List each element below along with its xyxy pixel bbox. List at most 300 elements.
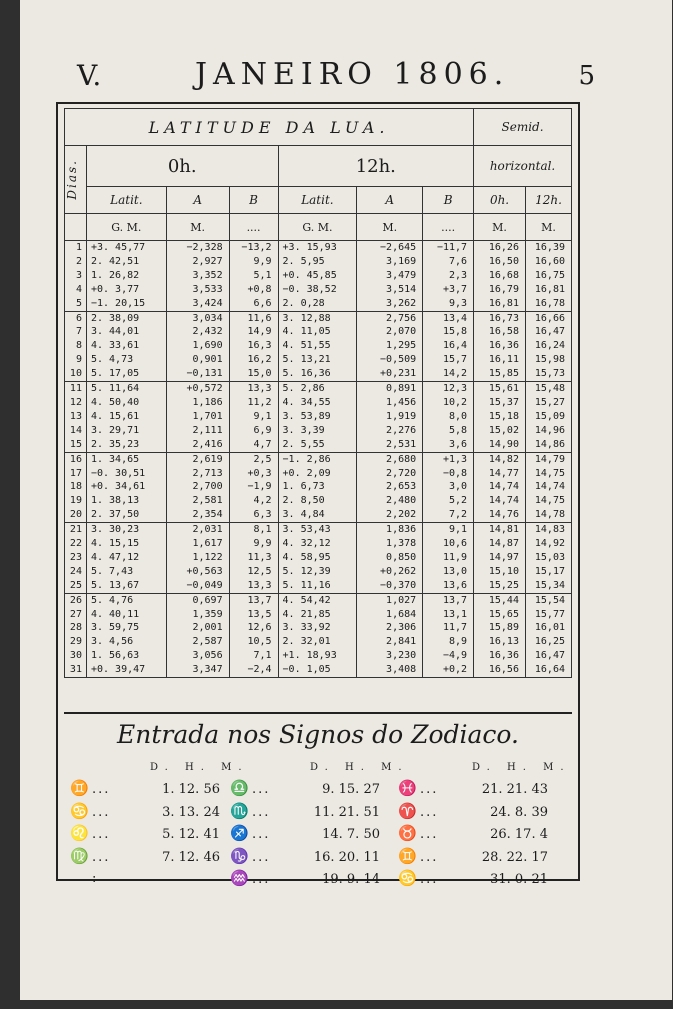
zodiac-sign-icon: ♒ bbox=[230, 869, 249, 887]
cell-days bbox=[65, 523, 87, 594]
value-s0: 14,87 bbox=[488, 538, 519, 550]
value-b0: 12,5 bbox=[247, 565, 272, 577]
value-a0: 3,533 bbox=[192, 283, 223, 295]
value-b12: 13,6 bbox=[442, 579, 468, 591]
value-b12: 13,0 bbox=[442, 565, 468, 577]
value-days: 7 bbox=[75, 326, 82, 338]
value-b12: 13,1 bbox=[442, 608, 468, 620]
value-lat12: 3. 12,88 bbox=[282, 312, 331, 324]
value-a0: 1,690 bbox=[192, 340, 223, 352]
value-a12: 3,408 bbox=[386, 664, 417, 676]
zodiac-column-3 bbox=[398, 778, 548, 891]
value-b0: 14,9 bbox=[247, 326, 272, 338]
value-b0: 4,7 bbox=[253, 438, 272, 450]
value-days: 20 bbox=[69, 509, 82, 521]
value-b12: 7,6 bbox=[449, 255, 468, 267]
entry-date: 5. 12. 41 bbox=[162, 827, 220, 842]
value-b12: 10,2 bbox=[442, 396, 468, 408]
cell-b12 bbox=[423, 452, 474, 523]
value-a0: 2,354 bbox=[192, 509, 223, 521]
zodiac-entry bbox=[70, 868, 220, 890]
value-b12: 3,0 bbox=[449, 481, 468, 493]
zodiac-sign-icon: ♍ bbox=[70, 846, 89, 865]
value-s0: 15,44 bbox=[488, 594, 519, 606]
leader-dots: ... bbox=[92, 827, 111, 842]
value-b0: 6,9 bbox=[253, 424, 272, 436]
value-days: 8 bbox=[75, 340, 82, 352]
cell-s12 bbox=[525, 311, 571, 382]
cell-s0 bbox=[474, 382, 526, 453]
value-s12: 15,73 bbox=[534, 368, 565, 380]
value-days: 3 bbox=[75, 269, 82, 281]
entry-date: 21. 21. 43 bbox=[481, 782, 548, 797]
cell-lat0 bbox=[86, 523, 166, 594]
value-days: 13 bbox=[69, 410, 82, 422]
cell-lat12 bbox=[278, 452, 357, 523]
value-days: 31 bbox=[69, 664, 82, 676]
value-a0: 3,352 bbox=[192, 269, 223, 281]
value-lat0: 1. 34,65 bbox=[90, 453, 140, 465]
zodiac-sign-icon: ♎ bbox=[230, 779, 249, 797]
day-group-row bbox=[65, 523, 572, 594]
value-a12: 3,230 bbox=[386, 650, 417, 662]
value-a0: 2,001 bbox=[192, 622, 223, 634]
value-a0: 2,031 bbox=[192, 524, 223, 536]
value-b12: −11,7 bbox=[436, 242, 468, 253]
value-a12: 0,891 bbox=[386, 383, 417, 395]
value-b12: +3,7 bbox=[442, 283, 468, 295]
value-b0: 12,6 bbox=[247, 622, 272, 634]
zodiac-column-2 bbox=[230, 778, 380, 891]
zodiac-entry bbox=[230, 823, 380, 846]
value-s12: 16,81 bbox=[534, 283, 565, 295]
value-a0: −2,328 bbox=[186, 242, 223, 253]
value-a0: 3,424 bbox=[192, 297, 223, 309]
page-header bbox=[55, 55, 595, 95]
value-s12: 15,03 bbox=[534, 551, 565, 563]
value-a12: 3,262 bbox=[386, 297, 417, 309]
zodiac-entry bbox=[230, 778, 380, 801]
value-s12: 15,17 bbox=[534, 565, 565, 577]
value-b12: 15,7 bbox=[442, 354, 468, 366]
entry-date: 24. 8. 39 bbox=[490, 804, 548, 820]
value-s12: 15,34 bbox=[534, 579, 565, 591]
value-a0: 1,617 bbox=[192, 538, 223, 550]
cell-days bbox=[65, 241, 87, 312]
value-b12: +0,2 bbox=[442, 664, 468, 676]
value-lat12: 3. 4,84 bbox=[282, 509, 325, 521]
cell-s0 bbox=[474, 311, 526, 382]
value-b12: 9,3 bbox=[449, 297, 468, 309]
value-lat0: 4. 47,12 bbox=[90, 551, 140, 563]
value-lat12: 4. 58,95 bbox=[282, 551, 331, 563]
value-a0: 2,581 bbox=[192, 495, 223, 507]
value-lat0: 4. 40,11 bbox=[90, 608, 140, 620]
value-days: 15 bbox=[69, 438, 82, 450]
value-s0: 16,56 bbox=[488, 664, 519, 676]
value-b0: 6,3 bbox=[253, 509, 272, 521]
leader-dots: ... bbox=[92, 804, 111, 820]
value-lat0: 5. 11,64 bbox=[90, 383, 140, 395]
value-lat0: +0. 39,47 bbox=[90, 664, 146, 676]
value-days: 22 bbox=[69, 538, 82, 550]
cell-a0 bbox=[166, 382, 229, 453]
value-b12: 9,1 bbox=[449, 524, 468, 536]
value-s12: 14,79 bbox=[534, 453, 565, 465]
dias-label: Dias. bbox=[65, 159, 79, 200]
value-lat12: 5. 2,86 bbox=[282, 383, 325, 395]
cell-a12 bbox=[357, 382, 423, 453]
day-group-row bbox=[65, 241, 572, 312]
value-b0: −2,4 bbox=[247, 664, 272, 676]
cell-lat12 bbox=[278, 241, 357, 312]
cell-s12 bbox=[525, 241, 571, 312]
day-group-row bbox=[65, 311, 572, 382]
value-a12: 2,653 bbox=[386, 481, 417, 493]
zodiac-sign-icon: ♏ bbox=[230, 801, 249, 820]
cell-s12 bbox=[525, 382, 571, 453]
value-b12: 13,4 bbox=[442, 312, 468, 324]
cell-lat0 bbox=[86, 593, 166, 677]
value-s12: 15,09 bbox=[534, 410, 565, 422]
value-days: 27 bbox=[69, 608, 82, 620]
zodiac-sign-icon: ♋ bbox=[70, 801, 89, 820]
value-days: 18 bbox=[69, 481, 82, 493]
value-s0: 15,18 bbox=[488, 410, 519, 422]
value-b12: −4,9 bbox=[442, 650, 468, 662]
zodiac-section bbox=[64, 712, 572, 887]
zodiac-title: Entrada nos Signos do Zodiaco. bbox=[117, 720, 519, 749]
cell-a12 bbox=[357, 452, 423, 523]
value-lat12: −1. 2,86 bbox=[282, 453, 331, 465]
cell-b12 bbox=[423, 382, 474, 453]
value-a0: +0,572 bbox=[186, 383, 223, 395]
unit-b-12: .... bbox=[423, 214, 474, 241]
value-a12: 2,720 bbox=[386, 467, 417, 479]
value-lat0: 2. 38,09 bbox=[90, 312, 140, 324]
value-a0: 2,713 bbox=[192, 467, 223, 479]
value-s12: 16,24 bbox=[534, 340, 565, 352]
semid-label-bottom: horizontal. bbox=[474, 146, 572, 187]
value-lat0: 4. 15,61 bbox=[90, 410, 140, 422]
value-a0: 2,111 bbox=[192, 424, 223, 436]
page-label: V. bbox=[77, 59, 102, 92]
value-s0: 14,77 bbox=[488, 467, 519, 479]
value-a12: −0,370 bbox=[380, 579, 417, 591]
value-b0: 13,3 bbox=[247, 383, 272, 395]
hour-12-header: 12h. bbox=[278, 146, 474, 187]
value-b0: 11,3 bbox=[247, 551, 272, 563]
zodiac-entry bbox=[230, 846, 380, 869]
value-days: 11 bbox=[69, 383, 82, 395]
value-days: 9 bbox=[75, 354, 82, 366]
value-a12: 1,027 bbox=[386, 594, 417, 606]
table-body bbox=[65, 241, 572, 678]
value-s0: 14,97 bbox=[488, 551, 519, 563]
value-s12: 15,27 bbox=[534, 396, 565, 408]
value-b0: 11,6 bbox=[247, 312, 272, 324]
value-s0: 16,81 bbox=[488, 297, 519, 309]
cell-lat12 bbox=[278, 311, 357, 382]
value-b0: 4,2 bbox=[253, 495, 272, 507]
value-days: 30 bbox=[69, 650, 82, 662]
value-a12: 1,684 bbox=[386, 608, 417, 620]
unit-semid-0: M. bbox=[474, 214, 526, 241]
value-lat12: 1. 6,73 bbox=[282, 481, 325, 493]
leader-dots: ... bbox=[92, 849, 111, 865]
page-number: 5 bbox=[578, 61, 595, 91]
value-s0: 16,13 bbox=[488, 636, 519, 648]
value-a12: 3,514 bbox=[386, 283, 417, 295]
cell-lat12 bbox=[278, 523, 357, 594]
leader-dots: ... bbox=[252, 804, 271, 820]
value-lat0: +3. 45,77 bbox=[90, 242, 146, 253]
moon-latitude-table bbox=[64, 108, 572, 678]
value-a12: 1,378 bbox=[386, 538, 417, 550]
value-lat0: 3. 30,23 bbox=[90, 524, 140, 536]
zodiac-sign-icon: ♊ bbox=[398, 846, 417, 865]
cell-a12 bbox=[357, 241, 423, 312]
value-s12: 14,83 bbox=[534, 524, 565, 536]
value-days: 19 bbox=[69, 495, 82, 507]
value-b12: 8,9 bbox=[449, 636, 468, 648]
value-days: 25 bbox=[69, 579, 82, 591]
value-lat0: 1. 56,63 bbox=[90, 650, 140, 662]
value-s12: 14,96 bbox=[534, 424, 565, 436]
value-days: 28 bbox=[69, 622, 82, 634]
value-s12: 16,64 bbox=[534, 664, 565, 676]
zodiac-sign-icon: ♋ bbox=[398, 869, 417, 887]
value-lat0: 4. 50,40 bbox=[90, 396, 140, 408]
value-days: 17 bbox=[69, 467, 82, 479]
zodiac-entry bbox=[70, 823, 220, 846]
value-s0: 14,81 bbox=[488, 524, 519, 536]
value-days: 24 bbox=[69, 565, 82, 577]
value-b12: 12,3 bbox=[442, 383, 468, 395]
value-b0: +0,3 bbox=[247, 467, 272, 479]
value-a12: −0,509 bbox=[380, 354, 417, 366]
cell-s0 bbox=[474, 452, 526, 523]
value-lat12: 3. 53,43 bbox=[282, 524, 331, 536]
cell-b0 bbox=[229, 523, 278, 594]
col-b-0: B bbox=[229, 187, 278, 214]
value-s12: 16,75 bbox=[534, 269, 565, 281]
value-days: 23 bbox=[69, 551, 82, 563]
value-a0: 0,901 bbox=[192, 354, 223, 366]
value-lat0: 2. 42,51 bbox=[90, 255, 140, 267]
cell-days bbox=[65, 452, 87, 523]
value-lat12: +3. 15,93 bbox=[282, 242, 337, 253]
value-a0: 2,432 bbox=[192, 326, 223, 338]
unit-a-0: M. bbox=[166, 214, 229, 241]
value-a12: 1,919 bbox=[386, 410, 417, 422]
value-a12: 2,070 bbox=[386, 326, 417, 338]
unit-lat-12: G. M. bbox=[278, 214, 357, 241]
value-a0: 2,700 bbox=[192, 481, 223, 493]
value-lat12: +1. 18,93 bbox=[282, 650, 337, 662]
value-lat12: 5. 16,36 bbox=[282, 368, 331, 380]
value-lat0: +0. 3,77 bbox=[90, 283, 140, 295]
cell-days bbox=[65, 593, 87, 677]
zodiac-entry bbox=[398, 868, 548, 891]
value-days: 21 bbox=[69, 524, 82, 536]
value-b12: 11,9 bbox=[442, 551, 468, 563]
value-b12: 5,8 bbox=[449, 424, 468, 436]
value-a12: +0,262 bbox=[380, 565, 417, 577]
value-lat12: 3. 33,92 bbox=[282, 622, 331, 634]
zodiac-col-header-2: D. H. M. bbox=[310, 762, 409, 773]
value-lat12: 5. 11,16 bbox=[282, 579, 331, 591]
zodiac-entry bbox=[230, 801, 380, 824]
value-b0: 16,2 bbox=[247, 354, 272, 366]
unit-b-0: .... bbox=[229, 214, 278, 241]
unit-blank bbox=[65, 214, 87, 241]
value-b0: 9,9 bbox=[253, 255, 272, 267]
leader-dots: ... bbox=[420, 804, 439, 820]
entry-date: 11. 21. 51 bbox=[313, 804, 380, 820]
value-s0: 16,36 bbox=[488, 650, 519, 662]
cell-lat12 bbox=[278, 593, 357, 677]
leader-dots: : bbox=[92, 871, 99, 886]
cell-s12 bbox=[525, 523, 571, 594]
entry-date: 26. 17. 4 bbox=[490, 827, 548, 842]
value-s12: 15,48 bbox=[534, 383, 565, 395]
value-s0: 15,25 bbox=[488, 579, 519, 591]
zodiac-sign-icon: ♊ bbox=[70, 779, 89, 797]
value-b12: 7,2 bbox=[449, 509, 468, 521]
value-b0: 9,1 bbox=[253, 410, 272, 422]
value-a12: 1,836 bbox=[386, 524, 417, 536]
leader-dots: ... bbox=[252, 782, 271, 797]
leader-dots: ... bbox=[252, 827, 271, 842]
value-lat0: +0. 34,61 bbox=[90, 481, 146, 493]
zodiac-entry bbox=[70, 801, 220, 824]
zodiac-entry bbox=[70, 778, 220, 801]
value-lat0: 3. 29,71 bbox=[90, 424, 140, 436]
value-b0: 9,9 bbox=[253, 538, 272, 550]
value-s12: 16,60 bbox=[534, 255, 565, 267]
value-s12: 15,98 bbox=[534, 354, 565, 366]
cell-b12 bbox=[423, 241, 474, 312]
value-lat0: 3. 4,56 bbox=[90, 636, 134, 648]
zodiac-entry bbox=[230, 868, 380, 891]
value-lat12: 3. 3,39 bbox=[282, 424, 325, 436]
entry-date: 19. 9. 14 bbox=[322, 872, 380, 887]
value-s0: 15,10 bbox=[488, 565, 519, 577]
value-s0: 16,36 bbox=[488, 340, 519, 352]
value-s0: 14,74 bbox=[488, 495, 519, 507]
entry-date: 31. 0. 21 bbox=[490, 872, 548, 887]
cell-b12 bbox=[423, 593, 474, 677]
value-a12: 0,850 bbox=[386, 551, 417, 563]
value-b12: 13,7 bbox=[442, 594, 468, 606]
value-s12: 16,39 bbox=[534, 242, 565, 253]
value-b12: 14,2 bbox=[442, 368, 468, 380]
cell-a0 bbox=[166, 311, 229, 382]
value-b12: 16,4 bbox=[442, 340, 468, 352]
cell-a0 bbox=[166, 523, 229, 594]
value-days: 10 bbox=[69, 368, 82, 380]
value-a12: 2,841 bbox=[386, 636, 417, 648]
value-a0: +0,563 bbox=[186, 565, 223, 577]
cell-b0 bbox=[229, 382, 278, 453]
value-a12: 2,306 bbox=[386, 622, 417, 634]
value-b12: 10,6 bbox=[442, 538, 468, 550]
value-lat12: 5. 13,21 bbox=[282, 354, 331, 366]
cell-s0 bbox=[474, 593, 526, 677]
cell-s12 bbox=[525, 452, 571, 523]
value-a12: 2,756 bbox=[386, 312, 417, 324]
value-lat12: 2. 0,28 bbox=[282, 297, 325, 309]
value-days: 6 bbox=[75, 312, 82, 324]
value-a0: 2,587 bbox=[192, 636, 223, 648]
value-days: 16 bbox=[69, 453, 82, 465]
cell-b12 bbox=[423, 311, 474, 382]
value-b12: −0,8 bbox=[442, 467, 468, 479]
zodiac-sign-icon: ♉ bbox=[398, 824, 417, 842]
value-s0: 14,74 bbox=[488, 481, 519, 493]
value-lat0: −0. 30,51 bbox=[90, 467, 146, 479]
cell-a0 bbox=[166, 241, 229, 312]
value-a12: 2,680 bbox=[386, 453, 417, 465]
value-a0: 2,927 bbox=[192, 255, 223, 267]
value-a0: −0,131 bbox=[186, 368, 223, 380]
col-semid-12: 12h. bbox=[525, 187, 571, 214]
value-b0: 8,1 bbox=[253, 524, 272, 536]
leader-dots: ... bbox=[252, 872, 271, 887]
unit-semid-12: M. bbox=[525, 214, 571, 241]
value-a0: 3,056 bbox=[192, 650, 223, 662]
value-days: 14 bbox=[69, 424, 82, 436]
value-s12: 16,66 bbox=[534, 312, 565, 324]
value-s12: 16,78 bbox=[534, 297, 565, 309]
value-lat0: 5. 4,76 bbox=[90, 594, 134, 606]
value-s0: 16,73 bbox=[488, 312, 519, 324]
value-days: 26 bbox=[69, 594, 82, 606]
value-lat0: 4. 15,15 bbox=[90, 538, 140, 550]
value-lat0: 1. 26,82 bbox=[90, 269, 140, 281]
cell-lat12 bbox=[278, 382, 357, 453]
value-b12: 15,8 bbox=[442, 326, 468, 338]
value-lat12: 5. 12,39 bbox=[282, 565, 331, 577]
value-b0: 13,3 bbox=[247, 579, 272, 591]
cell-lat0 bbox=[86, 382, 166, 453]
zodiac-sign-icon: ♐ bbox=[230, 824, 249, 842]
value-lat12: 4. 51,55 bbox=[282, 340, 331, 352]
value-a12: 2,202 bbox=[386, 509, 417, 521]
col-a-12: A bbox=[357, 187, 423, 214]
value-a0: 3,034 bbox=[192, 312, 223, 324]
zodiac-entry bbox=[398, 846, 548, 869]
value-b12: 3,6 bbox=[449, 438, 468, 450]
value-b0: −1,9 bbox=[247, 481, 272, 493]
zodiac-entry bbox=[398, 778, 548, 801]
cell-a12 bbox=[357, 311, 423, 382]
value-s0: 14,90 bbox=[488, 438, 519, 450]
entry-date: 3. 13. 24 bbox=[162, 804, 220, 820]
value-s12: 14,92 bbox=[534, 538, 565, 550]
value-s0: 15,02 bbox=[488, 424, 519, 436]
value-lat12: 3. 53,89 bbox=[282, 410, 331, 422]
value-b0: 13,5 bbox=[247, 608, 272, 620]
value-lat12: 4. 11,05 bbox=[282, 326, 331, 338]
zodiac-column-1 bbox=[70, 778, 220, 890]
zodiac-sign-icon: ♑ bbox=[230, 846, 249, 865]
value-lat12: 2. 5,55 bbox=[282, 438, 325, 450]
value-b0: 2,5 bbox=[253, 453, 272, 465]
value-lat0: 2. 35,23 bbox=[90, 438, 140, 450]
zodiac-sign-icon: ♌ bbox=[70, 824, 89, 842]
